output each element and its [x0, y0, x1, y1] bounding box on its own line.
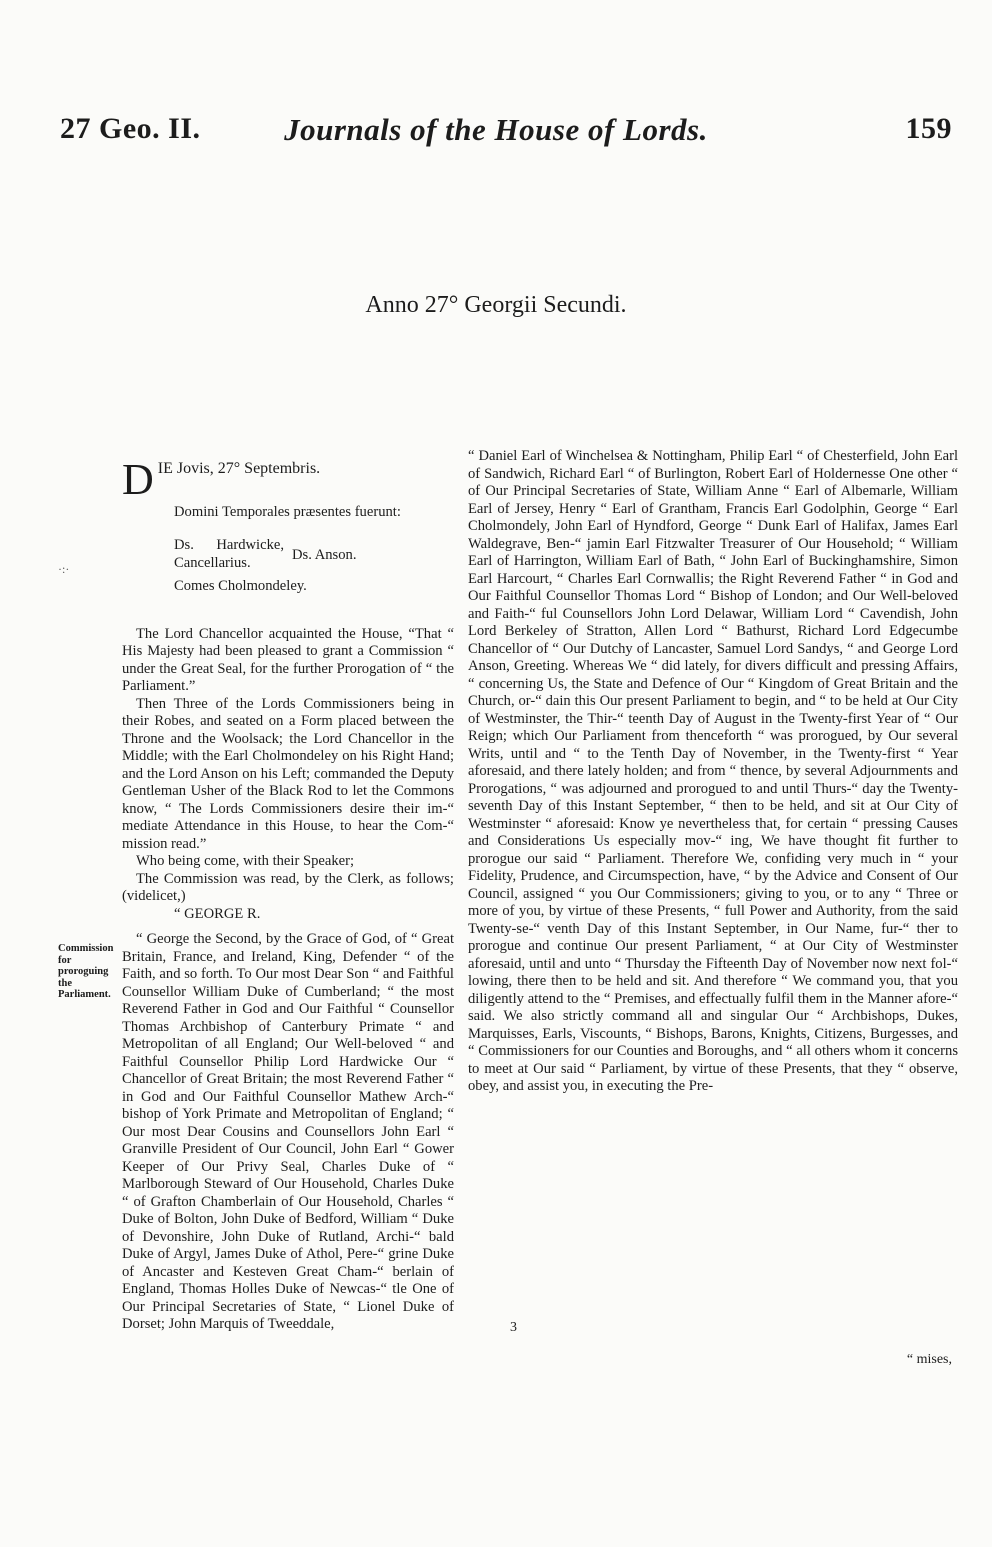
presence-comes: Comes Cholmondeley.: [174, 578, 307, 594]
paragraph-speaker: Who being come, with their Speaker;: [136, 853, 355, 869]
paragraph-commission-read: The Commission was read, by the Clerk, as follows; (videlicet,): [122, 870, 454, 904]
presence-anson: Ds. Anson.: [292, 547, 357, 563]
ornament: ·:·: [58, 562, 70, 576]
page-number: 159: [905, 112, 952, 145]
paragraph-commission-continued: “ Daniel Earl of Winchelsea & Nottingham, Philip Earl “ of Chesterfield, John Earl of Sandwich, Richard Earl “ of Burlington, Robert Earl of Holdernesse One other “ of Our Principal Secretaries of State, William Anne “ Earl of Albemarle, William Earl of Jersey, Henry “ Earl of Grantham, Francis Earl Godolphin, George “ Earl Cholmondely, John Earl of Hyndford, George “ Dunk Earl of Halifax, James Earl Waldegrave, Ben-“ jamin Earl Fitzwalter Treasurer of Our Household; “ William Earl of Harrington, William Earl of Bath, “ John Earl of Buckinghamshire, Simon Earl Harcourt, “ Charles Earl Cornwallis; the Right Reverend Father “ in God and Our Faithful Counsellor Thomas Lord “ Bishop of London; and Our Well-beloved and Faith-“ ful Counsellors John Lord Delawar, William Lord “ Cavendish, John Lord Berkeley of Stratton, Allen Lord “ Bathurst, Richard Lord Edgecumbe Chancellor of “ Our Dutchy of Lancaster, Samuel Lord Sandys, “ and George Lord Anson, Greeting. Whereas We “ did lately, for divers difficult and pressing Affairs, “ concerning Us, the State and Defence of Our “ Kingdom of Great Britain and the Church, or-“ dain this Our present Parliament to begin, and “ to be held at Our City of Westminster, the Thir-“ teenth Day of August in the Twenty-first Year of “ Our Reign; which Our Parliament from thenceforth “ was prorogued, by Our several Writs, until and “ to the Tenth Day of November, in the Twenty-first “ Year aforesaid, and there lately holden; and from “ thence, by several Adjournments and Prorogations, “ was adjourned and prorogued to and until Thurs-“ day the Twenty-seventh Day of this Instant September, “ then to be held, and sit at Our City of Westminster “ aforesaid: Know ye nevertheless that, for certain “ pressing Causes and Considerations Us especially mov-“ ing, We have thought fit further to prorogue our said “ Parliament. Therefore We, confiding very much in “ your Fidelity, Prudence, and Circumspection, have, “ by the Advice and Consent of Our Council, assigned “ you Our Commissioners; giving to you, or to any “ Three or more of you, by virtue of these Presents, “ full Power and Authority, from the said Twenty-se-“ venth Day of this Instant September, in Our Name, fur-“ ther to prorogue and continue Our present Parliament, “ at Our City of Westminster aforesaid, until and unto “ Thursday the Fifteenth Day of November now next fol-“ lowing, there then to be held and sit. And therefore “ We command you, that you diligently attend to the “ Premises, and effectually fulfil them in the Manner afore-“ said. We also strictly command all and singular Our “ Archbishops, Dukes, Marquisses, Earls, Viscounts, “ Bishops, Barons, Knights, Citizens, Burgesses, and “ Commissioners for our Counties and Boroughs, and “ all others whom it concerns to meet at Our said “ Parliament, by virtue of these Presents, that they “ observe, obey, and assist you, in executing the Pre-: [468, 448, 958, 1094]
george-r-heading: “ GEORGE R.: [174, 905, 261, 922]
temporales-heading: Domini Temporales præsentes fuerunt:: [174, 503, 401, 520]
margin-note: Commission for proroguing the Parliament.: [58, 943, 114, 1000]
running-head-left: 27 Geo. II.: [60, 112, 201, 145]
paragraph-chancellor: The Lord Chancellor acquainted the House, “That “ His Majesty had been pleased to grant a Commission “ under the Great Seal, for the further Prorogation of “ the Parliament.”: [122, 625, 454, 694]
catchword: “ mises,: [906, 1352, 952, 1367]
date-text: IE Jovis, 27° Septembris.: [157, 460, 321, 477]
paragraph-commission-text: “ George the Second, by the Grace of God, of “ Great Britain, France, and Ireland, King, Defender “ of the Faith, and so forth. To Our most Dear Son “ and Faithful Counsellor William Duke of Cumberland; “ the most Reverend Father in God and Our Faithful “ Counsellor Thomas Archbishop of Canterbury Primate “ and Metropolitan of all England; Our Well-beloved “ and Faithful Counsellor Philip Lord Hardwicke Our “ Chancellor of Great Britain; the most Reverend Father “ in God and Our Faithful Counsellor Mathew Arch-“ bishop of York Primate and Metropolitan of England; “ Our most Dear Cousins and Counsellors John Earl “ Granville President of Our Council, John Earl “ Gower Keeper of Our Privy Seal, Charles Duke of “ Marlborough Steward of Our Household, Charles Duke “ of Grafton Chamberlain of Our Household, Charles “ Duke of Bolton, John Duke of Bedford, William “ Duke of Devonshire, John Duke of Rutland, Archi-“ bald Duke of Argyl, James Duke of Athol, Pere-“ grine Duke of Ancaster and Kesteven Great Cham-“ berlain of England, Thomas Holles Duke of Newcas-“ tle One of Our Principal Secretaries of State, “ Lionel Duke of Dorset; John Marquis of Tweeddale,: [122, 931, 454, 1332]
left-column: [122, 448, 454, 1334]
running-head-title: Journals of the House of Lords.: [284, 112, 708, 147]
year-heading: Anno 27° Georgii Secundi.: [365, 292, 627, 318]
paragraph-commissioners: Then Three of the Lords Commissioners being in their Robes, and seated on a Form placed between the Throne and the Woolsack; the Lord Chancellor in the Middle; with the Earl Cholmondeley on his Right Hand; and the Lord Anson on his Left; commanded the Deputy Gentleman Usher of the Black Rod to let the Commons know, “ The Lords Commissioners desire their im-“ mediate Attendance in this House, to hear the Com-“ mission read.”: [122, 695, 454, 852]
presence-hardwicke: Ds. Hardwicke, Cancellarius.: [174, 537, 284, 571]
signature-mark: 3: [510, 1320, 517, 1335]
drop-cap: D: [122, 455, 154, 504]
date-line: [122, 448, 454, 504]
right-column: [468, 448, 958, 1096]
presence-list: [122, 537, 454, 572]
